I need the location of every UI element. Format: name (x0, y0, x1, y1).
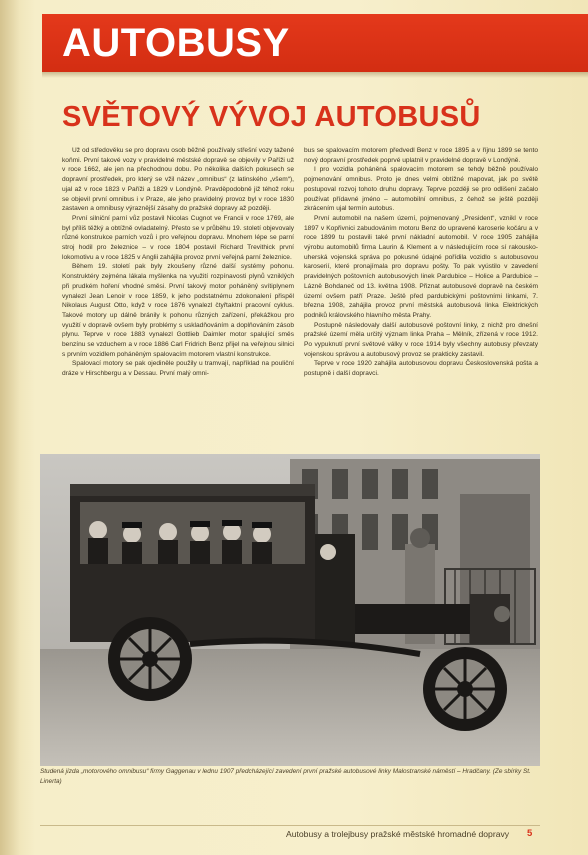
paragraph: První automobil na našem území, pojmenovaný „President“, vznikl v roce 1897 v Kopřivnici zabudováním motoru Benz do upravené karoserie kočáru a v roce 1899 tu postavili také první nákladní automobil. V roce 1905 zahájila výrobu automobilů firma Laurin & Klement a v následujícím roce sí rakousko-uherská vojenská správa po pokusné údajné pořídila vozidlo s autobusovou karoserií, které pronajímala pro dopravu pošty. To pak vyústilo v zavedení pravidelných poštovních autobusových linek Pardubice – Holice a Pardubice – Lázně Bohdaneč od 13. května 1908. Přiznat autobusové dopravě na českém území ovšem patří Praze. Ještě před pardubickými poštovními linkami, 7. března 1908, zahájila provoz první městská autobusová linka Elektrických podniků královského hlavního města Prahy. (304, 214, 538, 319)
banner-shadow (42, 72, 588, 78)
paragraph: První silniční parní vůz postavil Nicolas Cugnot ve Francii v roce 1769, ale byl příliš těžký a obtížně ovladatelný. Přesto se v průběhu 19. století objevovaly různé konstrukce parních vozů i pro veřejnou dopravu. Mnohem lépe se parní stroj hodil pro železnice – v roce 1804 postavil Richard Trevithick první lokomotivu a v roce 1825 v Anglii zahájila provoz první veřejná parní železnice. (62, 214, 294, 261)
page-gutter-shadow (0, 0, 20, 855)
paragraph: Spalovací motory se pak ojediněle použily u tramvají, například na pouliční dráze v Hirschbergu a v Dessau. První malý omni- (62, 360, 294, 378)
paragraph: Už od středověku se pro dopravu osob běžně používaly střešní vozy tažené koňmi. První takové vozy v pravidelné městské dopravě se objevily v Paříži už v roce 1662, ale jen na přechodnou dobu. Po několika dalších pokusech se dopravní prostředek, pro který se vžil název „omnibus“ (z latinského „všem“), ujal až v roce 1823 v Paříži a 1829 v Londýně. Pravděpodobně již téhož roku se objevil první omnibus i v Praze, ale jeho pravidelný provoz byl v roce 1830 zastaven a omnibusy výraznější zásahy do pražské dopravy až později. (62, 147, 294, 213)
article-heading: SVĚTOVÝ VÝVOJ AUTOBUSŮ (62, 101, 481, 133)
footer-divider (40, 825, 540, 826)
paragraph: Během 19. století pak byly zkoušeny různé další systémy pohonu. Konstruktéry zejména lákala myšlenka na využití rozpínavosti plynů vzniklých při prudkém hoření vhodné směsi. První takový motor poháněný svítiplynem vynalezl Jean Lenoir v roce 1859, k jeho podstatnému zdokonalení přispěl Nikolaus August Otto, když v roce 1876 vynalezl čtyřtaktní pracovní cyklus. Takové motory up dálně bránily k pohonu různých zařízení, překážkou pro využití v dopravě ovšem byly problémy s uskladňováním a doplňováním zásob plynu. Teprve v roce 1883 vynalezl Gottlieb Daimler motor spalující směs benzínu se vzduchem a v roce 1886 Carl Fridrich Benz přijel na veřejnou silnici s prvním vozidlem poháněným spalovacím motorem vlastní konstrukce. (62, 263, 294, 358)
paragraph: Postupně následovaly další autobusové poštovní linky, z nichž pro dnešní pražské území měla určitý význam linka Praha – Mělník, zřízená v roce 1912. Po vypuknutí první světové války v roce 1914 byly všechny autobusy převzaty vojenskou správou a autobusový provoz se prakticky zastavil. (304, 321, 538, 358)
photo-caption: Studená jízda „motorového omnibusu“ firmy Gaggenau v lednu 1907 předcházející zavedení první pražské autobusové linky Malostranské náměstí – Hradčany. (Ze sbírky St. Linerta) (40, 768, 531, 785)
footer-publication-title: Autobusy a trolejbusy pražské městské hromadné dopravy (286, 829, 510, 839)
page-number: 5 (527, 828, 533, 839)
article-left-column (62, 146, 294, 379)
vintage-omnibus-photo (40, 454, 540, 766)
paragraph: Teprve v roce 1920 zahájila autobusovou dopravu Československá pošta a postupně i další dopravci. (304, 360, 538, 378)
article-right-column (304, 146, 538, 379)
section-title: AUTOBUSY (62, 21, 290, 65)
paragraph: I pro vozidla poháněná spalovacím motorem se tehdy běžně používalo pojmenování omnibus. Proto je dnes velmi obtížné mapovat, jak po světě postupoval rozvoj tohoto druhu dopravy. Teprve později se pro odlišení začalo používat přídavné jméno – automobilní omnibus, z čehož se ještě později zkrácením ujal termín autobus. (304, 166, 538, 213)
paragraph: bus se spalovacím motorem předvedl Benz v roce 1895 a v říjnu 1899 se tento nový dopravní prostředek poprvé uplatnil v pravidelné dopravě v Londýně. (304, 147, 538, 164)
